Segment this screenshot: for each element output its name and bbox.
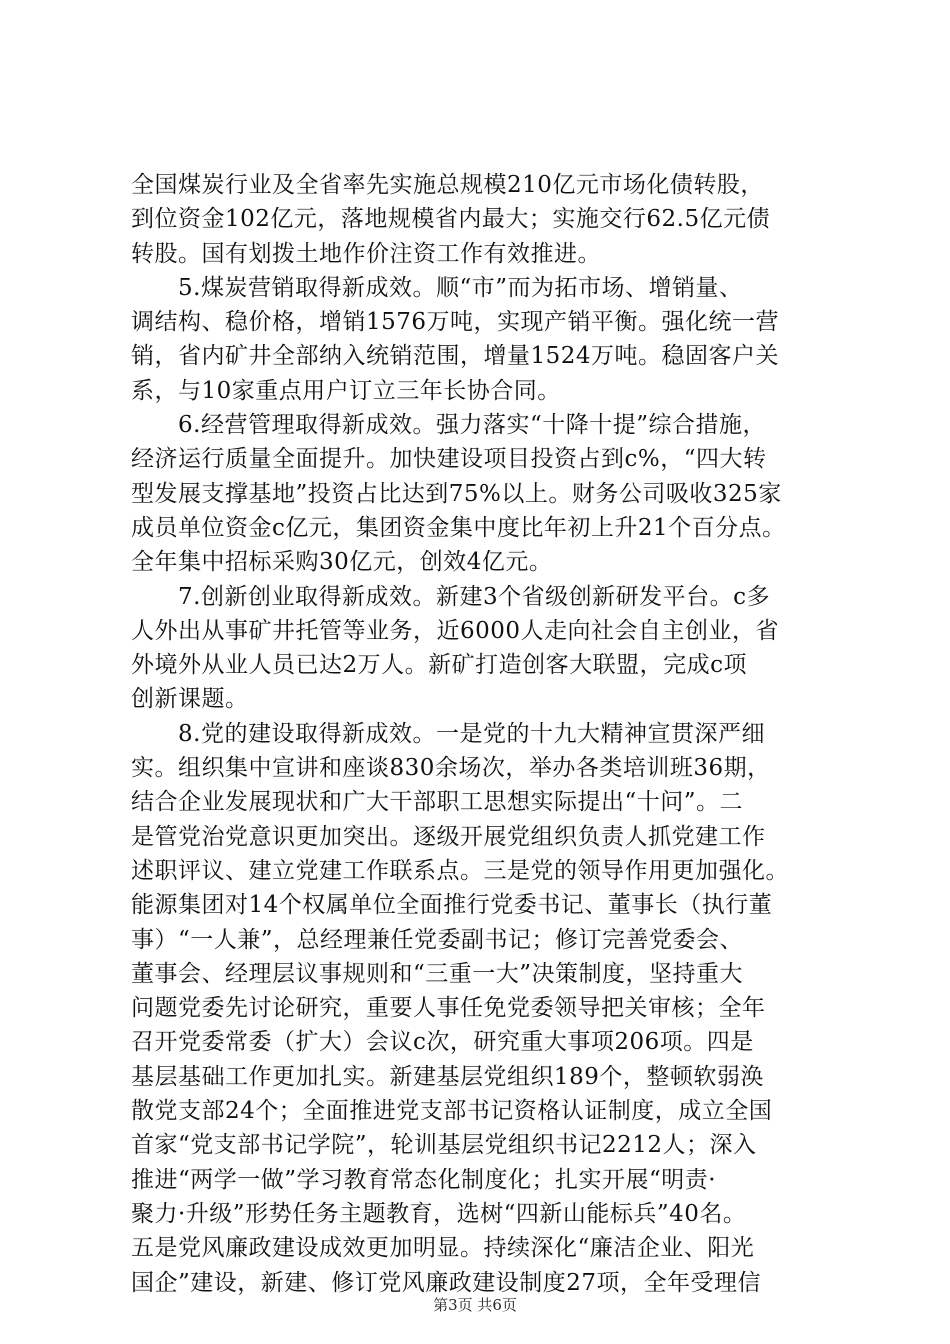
text-line: 调结构、稳价格，增销1576万吨，实现产销平衡。强化统一营 <box>131 309 780 336</box>
text-line: 人外出从事矿井托管等业务，近6000人走向社会自主创业，省 <box>131 617 780 644</box>
text-line: 转股。国有划拨土地作价注资工作有效推进。 <box>131 240 601 267</box>
text-line: 全年集中招标采购30亿元，创效4亿元。 <box>131 549 553 576</box>
text-line: 董事会、经理层议事规则和“三重一大”决策制度，坚持重大 <box>131 960 744 987</box>
page-footer: 第3页 共6页 <box>433 1296 517 1314</box>
text-line: 7.创新创业取得新成效。新建3个省级创新研发平台。c多 <box>131 583 770 610</box>
text-line: 6.经营管理取得新成效。强力落实“十降十提”综合措施， <box>131 412 766 439</box>
body-text <box>131 168 831 1300</box>
text-line: 基层基础工作更加扎实。新建基层党组织189个，整顿软弱涣 <box>131 1063 764 1090</box>
text-line: 外境外从业人员已达2万人。新矿打造创客大联盟，完成c项 <box>131 652 748 679</box>
text-line: 系，与10家重点用户订立三年长协合同。 <box>131 377 561 404</box>
text-line: 型发展支撑基地”投资占比达到75%以上。财务公司吸收325家 <box>131 480 782 507</box>
text-line: 销，省内矿井全部纳入统销范围，增量1524万吨。稳固客户关 <box>131 343 780 370</box>
text-line: 国企”建设，新建、修订党风廉政建设制度27项，全年受理信 <box>131 1269 762 1296</box>
text-line: 推进“两学一做”学习教育常态化制度化；扎实开展“明责· <box>131 1166 717 1193</box>
text-line: 实。组织集中宣讲和座谈830余场次，举办各类培训班36期， <box>131 755 771 782</box>
text-line: 是管党治党意识更加突出。逐级开展党组织负责人抓党建工作 <box>131 823 766 850</box>
text-line: 聚力·升级”形势任务主题教育，选树“四新山能标兵”40名。 <box>131 1200 747 1227</box>
text-line: 五是党风廉政建设成效更加明显。持续深化“廉洁企业、阳光 <box>131 1235 755 1262</box>
text-line: 召开党委常委（扩大）会议c次，研究重大事项206项。四是 <box>131 1029 754 1056</box>
text-line: 8.党的建设取得新成效。一是党的十九大精神宣贯深严细 <box>131 720 765 747</box>
text-line: 5.煤炭营销取得新成效。顺“市”而为拓市场、增销量、 <box>131 274 743 301</box>
text-line: 能源集团对14个权属单位全面推行党委书记、董事长（执行董 <box>131 892 773 919</box>
text-line: 全国煤炭行业及全省率先实施总规模210亿元市场化债转股， <box>131 172 764 198</box>
text-line: 成员单位资金c亿元，集团资金集中度比年初上升21个百分点。 <box>131 514 786 541</box>
text-line: 结合企业发展现状和广大干部职工思想实际提出“十问”。二 <box>131 789 744 816</box>
text-line: 事）“一人兼”，总经理兼任党委副书记；修订完善党委会、 <box>131 926 744 953</box>
text-line: 到位资金102亿元，落地规模省内最大；实施交行62.5亿元债 <box>131 206 771 233</box>
text-line: 述职评议、建立党建工作联系点。三是党的领导作用更加强化。 <box>131 857 789 884</box>
text-line: 经济运行质量全面提升。加快建设项目投资占到c%，“四大转 <box>131 446 767 473</box>
text-line: 首家“党支部书记学院”，轮训基层党组织书记2212人；深入 <box>131 1132 757 1159</box>
text-line: 问题党委先讨论研究，重要人事任免党委领导把关审核；全年 <box>131 995 766 1022</box>
text-line: 散党支部24个；全面推进党支部书记资格认证制度，成立全国 <box>131 1098 773 1125</box>
text-line: 创新课题。 <box>131 686 249 713</box>
